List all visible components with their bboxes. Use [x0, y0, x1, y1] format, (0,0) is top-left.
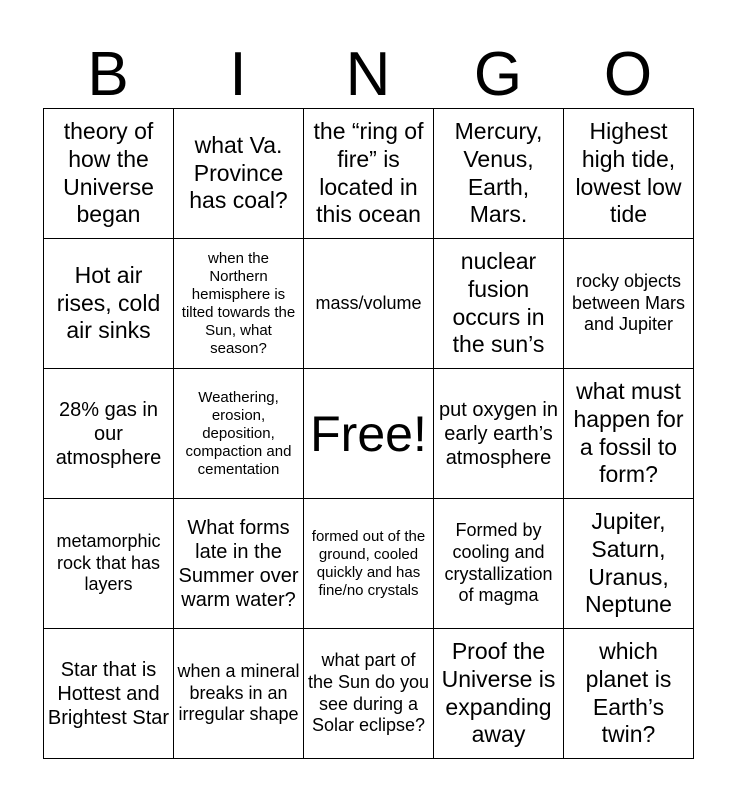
bingo-cell: nuclear fusion occurs in the sun’s	[434, 239, 564, 369]
bingo-cell: what part of the Sun do you see during a Solar eclipse?	[304, 629, 434, 759]
bingo-cell: when a mineral breaks in an irregular shape	[174, 629, 304, 759]
header-letter-n: N	[345, 40, 391, 109]
header-letter-g: G	[473, 40, 523, 109]
bingo-cell: the “ring of fire” is located in this ocean	[304, 109, 434, 239]
bingo-cell: Hot air rises, cold air sinks	[44, 239, 174, 369]
bingo-cell: Weathering, erosion, deposition, compaction and cementation	[174, 369, 304, 499]
bingo-cell: Highest high tide, lowest low tide	[564, 109, 694, 239]
bingo-cell: What forms late in the Summer over warm water?	[174, 499, 304, 629]
header-letter-o: O	[603, 40, 653, 109]
bingo-cell: formed out of the ground, cooled quickly and has fine/no crystals	[304, 499, 434, 629]
grid-row-5	[44, 629, 694, 759]
bingo-cell: when the Northern hemisphere is tilted towards the Sun, what season?	[174, 239, 304, 369]
bingo-cell: Proof the Universe is expanding away	[434, 629, 564, 759]
bingo-cell: Jupiter, Saturn, Uranus, Neptune	[564, 499, 694, 629]
grid-row-3	[44, 369, 694, 499]
bingo-cell: Formed by cooling and crystallization of magma	[434, 499, 564, 629]
grid-row-2	[44, 239, 694, 369]
header-letter-i: I	[229, 40, 247, 109]
free-space-cell: Free!	[304, 369, 434, 499]
header-letter-b: B	[87, 40, 129, 109]
bingo-card-grid	[43, 108, 694, 759]
bingo-cell: Mercury, Venus, Earth, Mars.	[434, 109, 564, 239]
bingo-cell: 28% gas in our atmosphere	[44, 369, 174, 499]
bingo-cell: what must happen for a fossil to form?	[564, 369, 694, 499]
bingo-cell: Star that is Hottest and Brightest Star	[44, 629, 174, 759]
bingo-cell: mass/volume	[304, 239, 434, 369]
grid-row-1	[44, 109, 694, 239]
bingo-cell: rocky objects between Mars and Jupiter	[564, 239, 694, 369]
bingo-cell: theory of how the Universe began	[44, 109, 174, 239]
bingo-cell: put oxygen in early earth’s atmosphere	[434, 369, 564, 499]
bingo-cell: what Va. Province has coal?	[174, 109, 304, 239]
bingo-cell: metamorphic rock that has layers	[44, 499, 174, 629]
bingo-cell: which planet is Earth’s twin?	[564, 629, 694, 759]
bingo-header	[43, 40, 693, 110]
grid-row-4	[44, 499, 694, 629]
